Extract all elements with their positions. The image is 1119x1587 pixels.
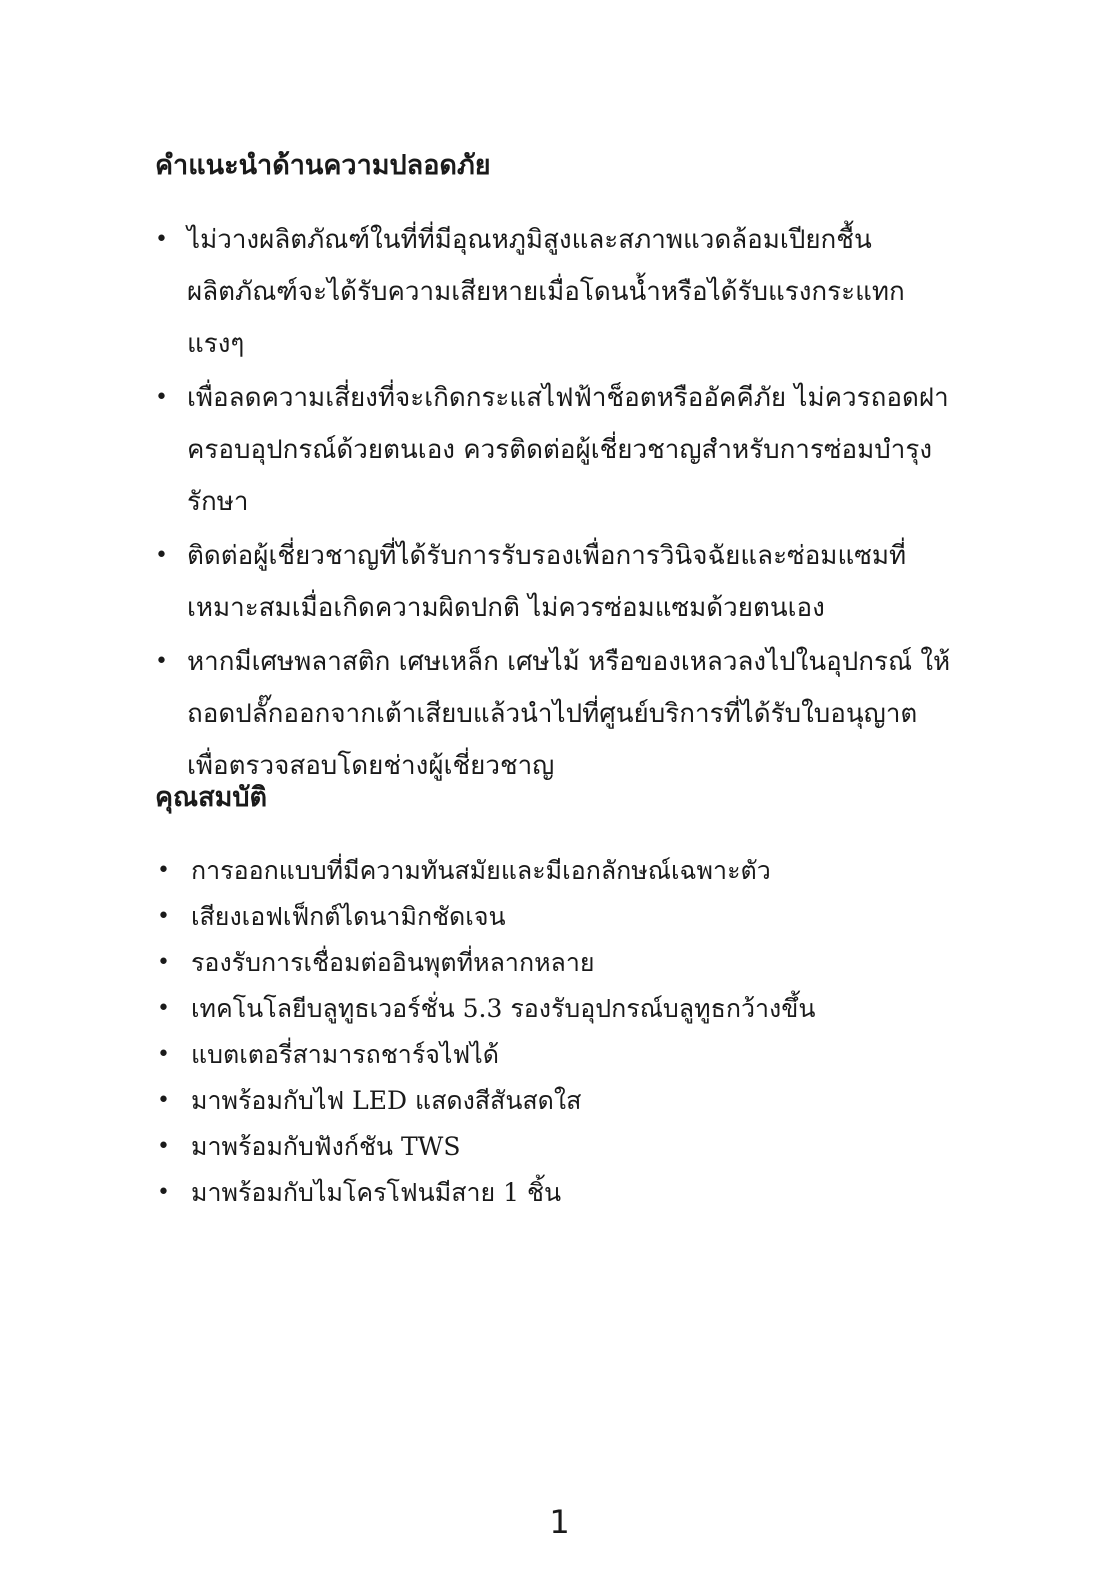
feature-item-text: การออกแบบที่มีความทันสมัยและมีเอกลักษณ์เฉพาะตัว	[191, 856, 771, 885]
bullet-icon: •	[157, 1042, 170, 1067]
safety-list	[155, 214, 955, 792]
safety-item-text: ไม่วางผลิตภัณฑ์ในที่ที่มีอุณหภูมิสูงและสภาพแวดล้อมเปียกชื้น ผลิตภัณฑ์จะได้รับความเสียหายเมื่อโดนน้ำหรือได้รับแรงกระแทกแรงๆ	[187, 225, 905, 359]
safety-item-text: หากมีเศษพลาสติก เศษเหล็ก เศษไม้ หรือของเหลวลงไปในอุปกรณ์ ให้ถอดปลั๊กออกจากเต้าเสียบแล้วนำไปที่ศูนย์บริการที่ได้รับใบอนุญาต เพื่อตรวจสอบโดยช่างผู้เชี่ยวชาญ	[187, 647, 951, 781]
safety-item	[155, 372, 955, 528]
bullet-icon: •	[157, 1088, 170, 1113]
bullet-icon: •	[155, 227, 168, 252]
bullet-icon: •	[157, 858, 170, 883]
features-heading: คุณสมบัติ	[155, 782, 268, 813]
safety-item-text: ติดต่อผู้เชี่ยวชาญที่ได้รับการรับรองเพื่อการวินิจฉัยและซ่อมแซมที่เหมาะสมเมื่อเกิดความผิดปกติ ไม่ควรซ่อมแซมด้วยตนเอง	[187, 541, 907, 623]
bullet-icon: •	[157, 950, 170, 975]
feature-item	[155, 1032, 955, 1078]
feature-item	[155, 894, 955, 940]
feature-item-text: เทคโนโลยีบลูทูธเวอร์ชั่น 5.3 รองรับอุปกรณ์บลูทูธกว้างขึ้น	[191, 994, 816, 1023]
bullet-icon: •	[155, 543, 168, 568]
bullet-icon: •	[157, 996, 170, 1021]
feature-item-text: มาพร้อมกับไมโครโฟนมีสาย 1 ชิ้น	[191, 1178, 562, 1207]
safety-heading: คำแนะนำด้านความปลอดภัย	[155, 150, 491, 181]
feature-item	[155, 1078, 955, 1124]
safety-item	[155, 636, 955, 792]
features-section	[155, 778, 955, 1216]
bullet-icon: •	[157, 1134, 170, 1159]
safety-item-text: เพื่อลดความเสี่ยงที่จะเกิดกระแสไฟฟ้าช็อตหรืออัคคีภัย ไม่ควรถอดฝาครอบอุปกรณ์ด้วยตนเอง ควรติดต่อผู้เชี่ยวชาญสำหรับการซ่อมบำรุงรักษา	[187, 383, 949, 517]
bullet-icon: •	[157, 904, 170, 929]
feature-item	[155, 848, 955, 894]
feature-item-text: มาพร้อมกับฟังก์ชัน TWS	[191, 1132, 461, 1161]
feature-item	[155, 1124, 955, 1170]
bullet-icon: •	[157, 1180, 170, 1205]
page-number: 1	[549, 1503, 570, 1541]
feature-item-text: รองรับการเชื่อมต่ออินพุตที่หลากหลาย	[191, 948, 595, 977]
safety-item	[155, 214, 955, 370]
feature-item	[155, 1170, 955, 1216]
feature-item-text: เสียงเอฟเฟ็กต์ไดนามิกชัดเจน	[191, 902, 506, 931]
feature-item-text: มาพร้อมกับไฟ LED แสดงสีสันสดใส	[191, 1086, 582, 1115]
bullet-icon: •	[155, 649, 168, 674]
features-list	[155, 848, 955, 1216]
feature-item-text: แบตเตอรี่สามารถชาร์จไฟได้	[191, 1040, 499, 1069]
safety-section	[155, 146, 955, 794]
feature-item	[155, 986, 955, 1032]
feature-item	[155, 940, 955, 986]
bullet-icon: •	[155, 385, 168, 410]
safety-item	[155, 530, 955, 634]
